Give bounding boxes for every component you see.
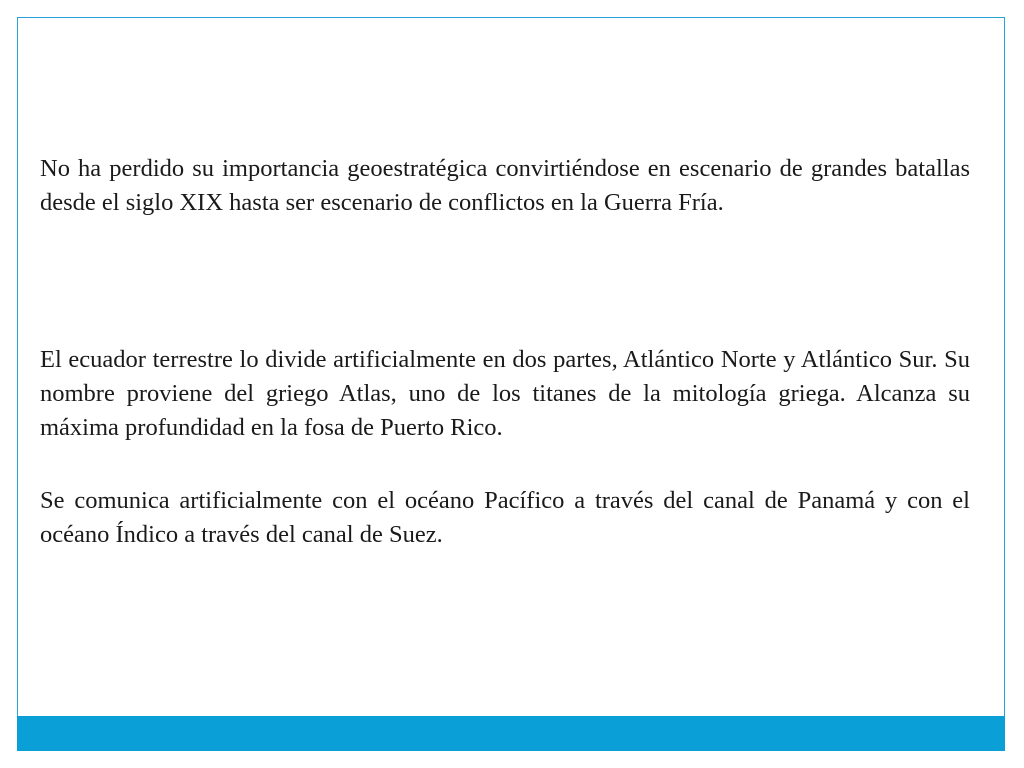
paragraph-text: Se comunica artificialmente con el océano Pacífico a través del canal de Panamá y con el océano Índico a través del canal de Suez.: [40, 487, 970, 548]
paragraph-text: No ha perdido su importancia geoestratégica convirtiéndose en escenario de grandes batallas desde el siglo XIX hasta ser escenario de conflictos en la Guerra Fría.: [40, 155, 970, 216]
paragraph-text: El ecuador terrestre lo divide artificialmente en dos partes, Atlántico Norte y Atlántico Sur. Su nombre proviene del griego Atlas, uno de los titanes de la mitología griega. Alcanza su máxima profundidad en la fosa de Puerto Rico.: [40, 346, 970, 441]
paragraph-equator-division: [40, 343, 970, 445]
paragraph-canal-connections: [40, 484, 970, 552]
paragraph-geostrategic-importance: [40, 152, 970, 220]
footer-accent-bar: [17, 716, 1005, 751]
